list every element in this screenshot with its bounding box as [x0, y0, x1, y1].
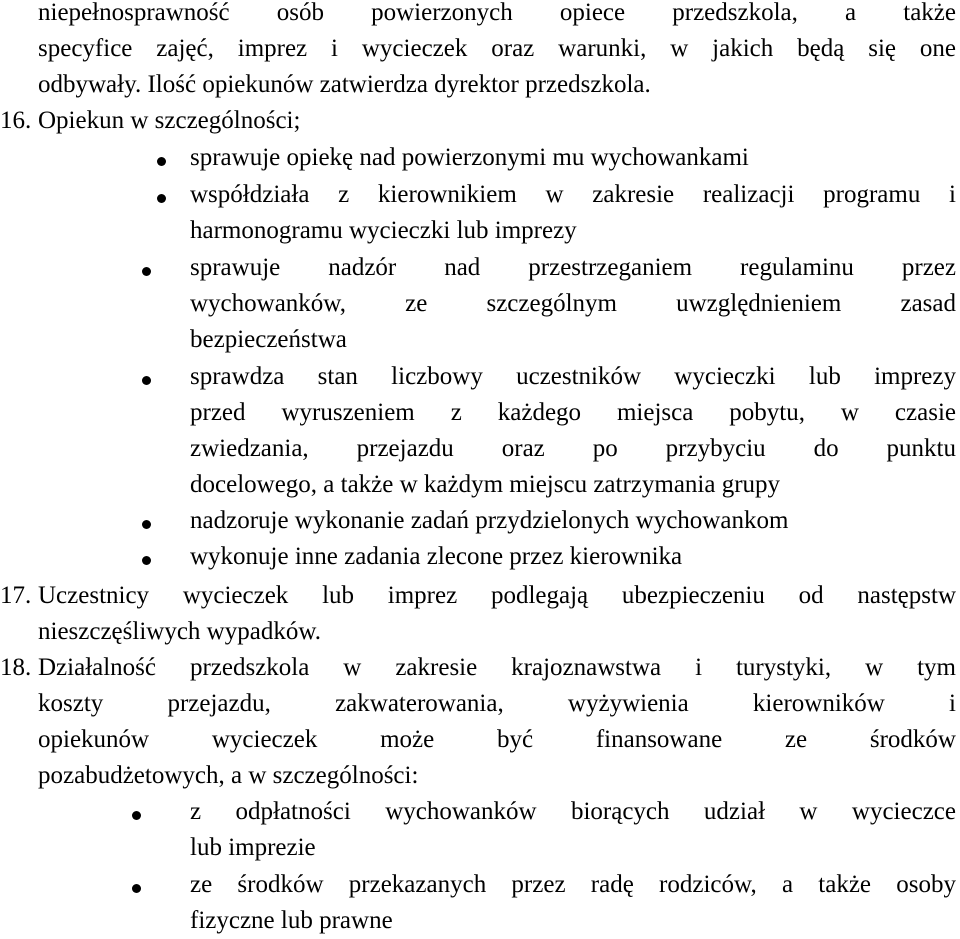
item-16-bullet-4-line-2: przed wyruszeniem z każdego miejsca pobytu, w czasie [190, 399, 956, 426]
item-16-bullet-2-line-2: harmonogramu wycieczki lub imprezy [190, 217, 577, 244]
bullet-icon [142, 520, 151, 529]
item-17-line-2: nieszczęśliwych wypadków. [38, 618, 322, 645]
bullet-icon [142, 556, 151, 565]
item-18-line-3: opiekunów wycieczek może być finansowane ze środków [38, 726, 956, 753]
item-16-bullet-4-line-3: zwiedzania, przejazdu oraz po przybyciu do punktu [190, 435, 956, 462]
bullet-icon [142, 376, 151, 385]
item-16-bullet-3-line-2: wychowanków, ze szczególnym uwzględnieniem zasad [190, 290, 956, 317]
item-16-bullet-3-line-1: sprawuje nadzór nad przestrzeganiem regulaminu przez [190, 254, 956, 281]
bullet-icon [157, 194, 166, 203]
intro-line-1: niepełnosprawność osób powierzonych opiece przedszkola, a także [38, 0, 956, 26]
item-16-bullet-4-line-1: sprawdza stan liczbowy uczestników wycieczki lub imprezy [190, 363, 956, 390]
bullet-icon [142, 267, 151, 276]
item-18-bullet-2-line-2: fizyczne lub prawne [190, 907, 393, 934]
item-16-bullet-4-line-4: docelowego, a także w każdym miejscu zatrzymania grupy [190, 471, 781, 498]
item-18-line-2: koszty przejazdu, zakwaterowania, wyżywienia kierowników i [38, 690, 956, 717]
item-18-bullet-1-line-1: z odpłatności wychowanków biorących udział w wycieczce [190, 798, 956, 825]
intro-line-2: specyfice zajęć, imprez i wycieczek oraz warunki, w jakich będą się one [38, 35, 956, 62]
item-17-line-1 [0, 578, 956, 614]
item-18-line-1 [0, 650, 956, 686]
item-16-bullet-3-line-3: bezpieczeństwa [190, 326, 347, 353]
bullet-icon [132, 884, 141, 893]
bullet-icon [157, 157, 166, 166]
item-18-bullet-2-line-1: ze środków przekazanych przez radę rodziców, a także osoby [190, 871, 956, 898]
item-16-title: Opiekun w szczególności; [38, 107, 301, 134]
item-16-bullet-2-line-1: współdziała z kierownikiem w zakresie realizacji programu i [190, 181, 956, 208]
item-16-heading [0, 103, 300, 139]
item-17-text-1: Uczestnicy wycieczek lub imprez podlegają ubezpieczeniu od następstw [38, 582, 956, 609]
bullet-icon [132, 811, 141, 820]
item-18-text-1: Działalność przedszkola w zakresie krajoznawstwa i turystyki, w tym [38, 654, 956, 681]
item-16-number: 16. [0, 107, 32, 134]
item-18-line-4: pozabudżetowych, a w szczególności: [38, 762, 419, 789]
intro-line-3: odbywały. Ilość opiekunów zatwierdza dyrektor przedszkola. [38, 71, 651, 98]
item-18-number: 18. [0, 654, 32, 681]
item-18-bullet-1-line-2: lub imprezie [190, 834, 316, 861]
item-16-bullet-1-line-1: sprawuje opiekę nad powierzonymi mu wychowankami [190, 144, 749, 171]
item-16-bullet-5-line-1: nadzoruje wykonanie zadań przydzielonych wychowankom [190, 507, 789, 534]
item-16-bullet-6-line-1: wykonuje inne zadania zlecone przez kierownika [190, 543, 683, 570]
item-17-number: 17. [0, 582, 32, 609]
